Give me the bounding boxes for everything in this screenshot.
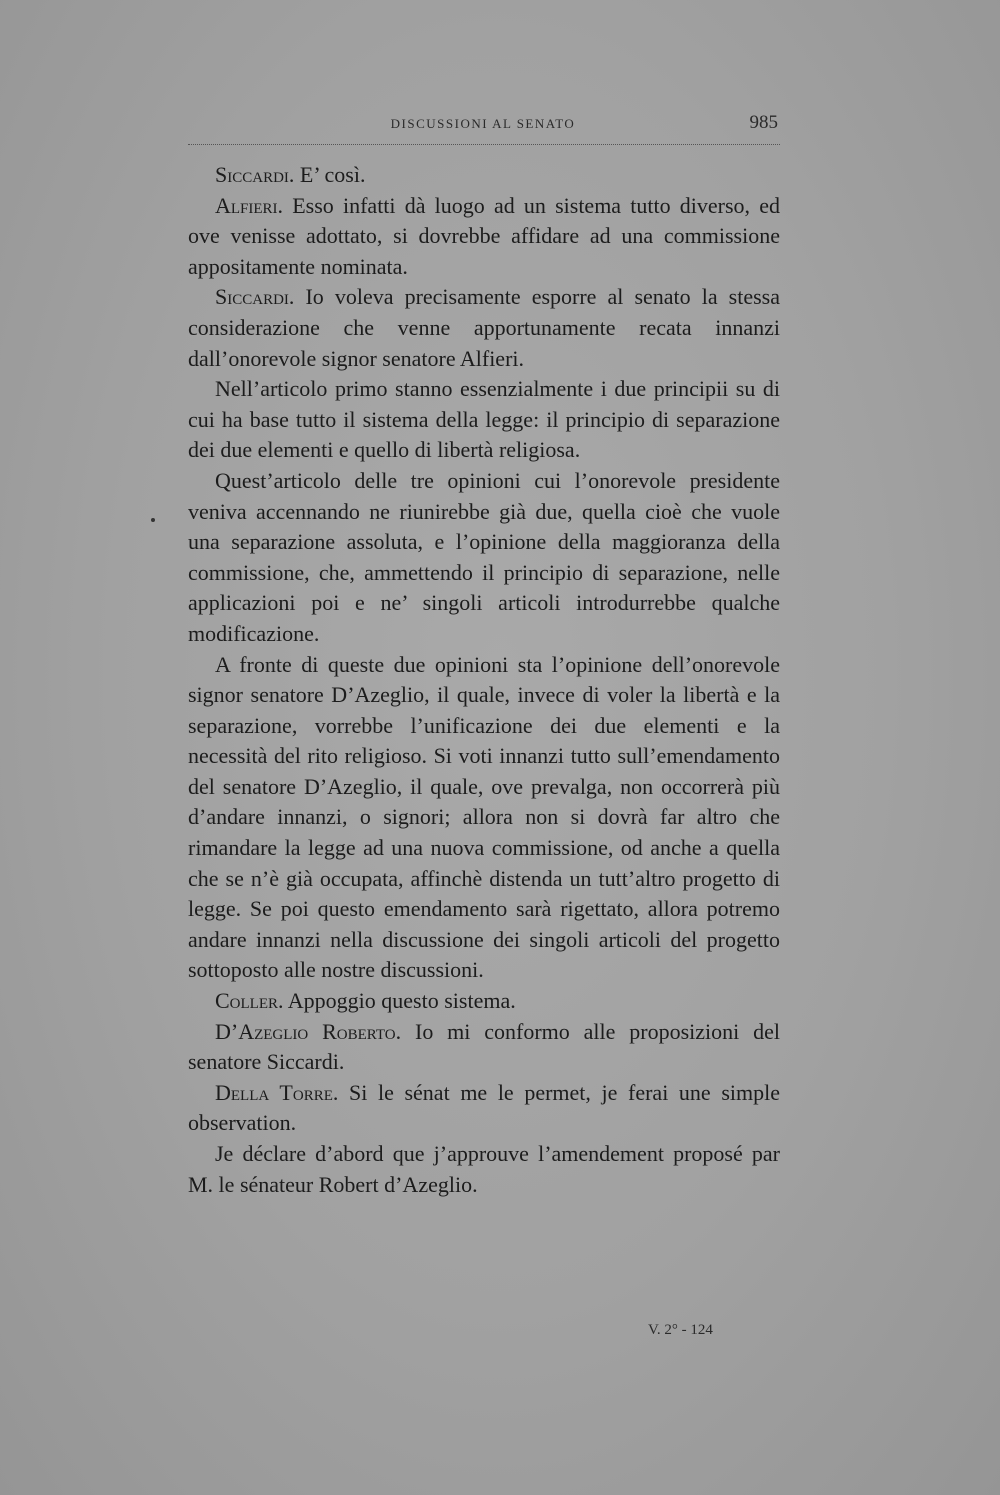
speaker-name: D’Azeglio Roberto. [215,1018,402,1044]
paragraph [188,160,780,191]
paragraph [188,466,780,650]
paragraph-text: Io voleva precisamente esporre al senato la stessa considerazione che venne apportunamente recata innanzi dall’onorevole signor senatore Alfieri. [188,284,780,371]
signature-mark: V. 2° - 124 [648,1322,713,1338]
paragraph-text: Appoggio questo sistema. [283,988,516,1014]
paragraph-text: Esso infatti dà luogo ad un sistema tutto diverso, ed ove venisse adottato, si dovrebbe affidare ad una commissione appositamente nominata. [188,192,780,279]
paragraph [188,1139,780,1200]
paragraph [188,282,780,374]
speaker-name: Alfieri. [215,192,284,218]
header-rule [188,144,780,145]
paragraph-text: Je déclare d’abord que j’approuve l’amendement proposé par M. le sénateur Robert d’Azeglio. [188,1141,780,1197]
paragraph-text: Nell’articolo primo stanno essenzialmente i due principii su di cui ha base tutto il sistema della legge: il principio di separazione dei due elementi e quello di libertà religiosa. [188,376,780,463]
ink-speck [151,518,155,522]
paragraph [188,650,780,987]
speaker-name: Della Torre. [215,1079,339,1105]
paragraph-text: E’ così. [294,162,366,187]
paragraph [188,191,780,283]
speaker-name: Siccardi. [215,162,295,187]
speaker-name: Siccardi. [215,284,295,310]
page-number: 985 [749,112,778,133]
page-header [188,112,778,142]
paragraph [188,374,780,466]
paragraph-text: A fronte di queste due opinioni sta l’opinione dell’onorevole signor senatore D’Azeglio, il quale, invece di voler la libertà e la separazione, vorrebbe l’unificazione dei due elementi e la necessità del rito religioso. Si voti innanzi tutto sull’emendamento del senatore D’Azeglio, il quale, ove prevalga, non occorrerà più d’andare innanzi, o signori; allora non si dovrà far altro che rimandare la legge ad una nuova commissione, od anche a quella che se n’è già occupata, affinchè distenda un tutt’altro progetto di legge. Se poi questo emendamento sarà rigettato, allora potremo andare innanzi nella discussione dei singoli articoli del progetto sottoposto alle nostre discussioni. [188,651,780,983]
paragraph-text: Si le sénat me le permet, je ferai une simple observation. [188,1079,780,1136]
paragraph-text: Quest’articolo delle tre opinioni cui l’onorevole presidente veniva accennando ne riunirebbe già due, quella cioè che vuole una separazione assoluta, e l’opinione della maggioranza della commissione, che, ammettendo il principio di separazione, nelle applicazioni poi e ne’ singoli articoli introdurrebbe qualche modificazione. [188,467,780,646]
paragraph [188,1078,780,1139]
body-text [188,160,780,1200]
paragraph [188,1017,780,1078]
paragraph [188,986,780,1017]
running-head: DISCUSSIONI AL SENATO [390,116,576,131]
speaker-name: Coller. [215,988,284,1014]
paragraph-text: Io mi conformo alle proposizioni del senatore Siccardi. [188,1018,780,1075]
